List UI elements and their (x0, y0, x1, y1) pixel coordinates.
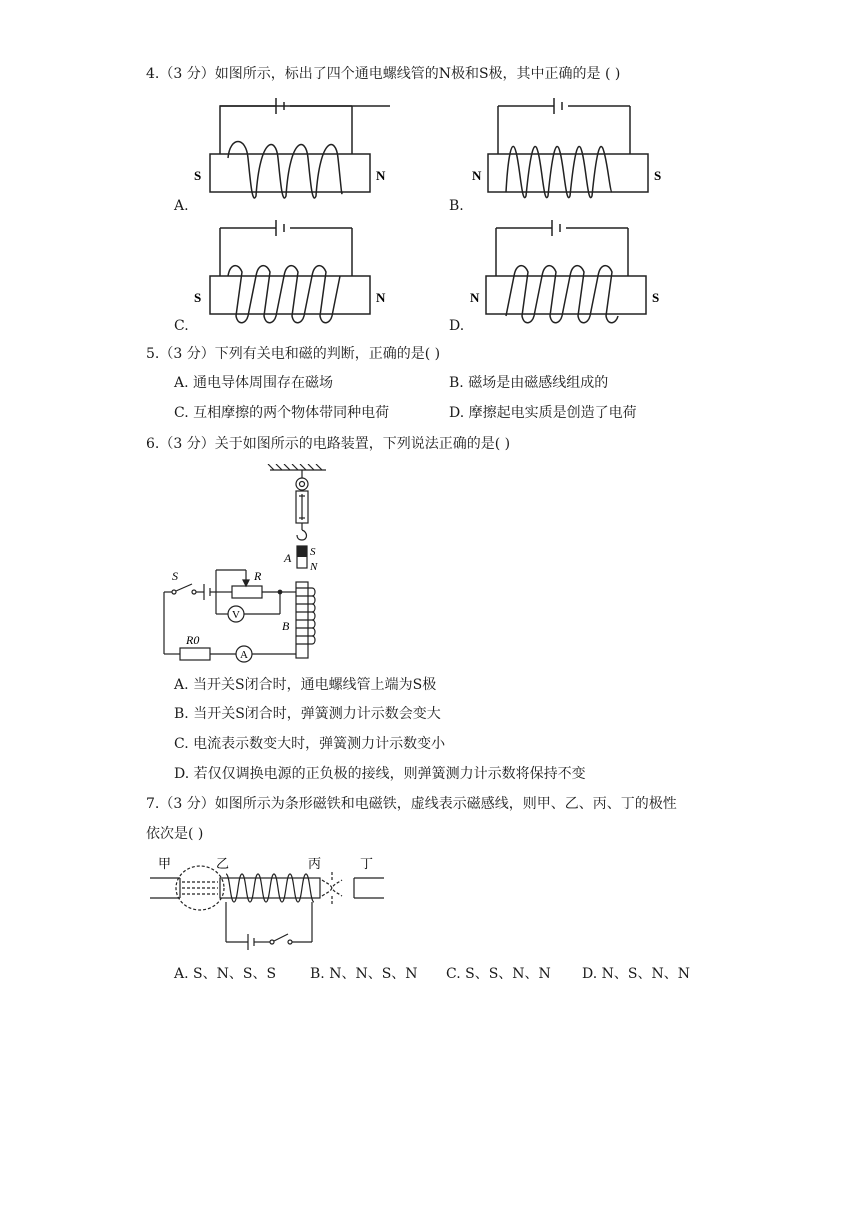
q7-label-yi: 乙 (216, 856, 230, 871)
q7-option-d[interactable]: D. N、S、N、N (582, 966, 690, 982)
q4-d-left-pole: N (470, 290, 480, 305)
q6-option-c[interactable]: C. 电流表示数变大时，弹簧测力计示数变小 (174, 736, 446, 752)
q4-a-right-pole: N (376, 168, 386, 183)
q4-figure-a (190, 96, 390, 216)
q6-label-rheostat: R (254, 569, 262, 583)
q4-d-right-pole: S (652, 290, 660, 305)
q4-figure-d (466, 218, 666, 330)
q7-option-c[interactable]: C. S、S、N、N (446, 966, 551, 982)
q7-label-bing: 丙 (308, 856, 322, 871)
q4-option-b[interactable]: B. (449, 198, 464, 214)
q6-label-r0: R0 (186, 633, 200, 647)
q6-option-d[interactable]: D. 若仅仅调换电源的正负极的接线，则弹簧测力计示数将保持不变 (174, 766, 586, 782)
q6-label-voltmeter: V (232, 609, 240, 621)
q4-option-d[interactable]: D. (449, 318, 465, 334)
q4-b-right-pole: S (654, 168, 662, 183)
q4-c-left-pole: S (194, 290, 202, 305)
q4-option-a[interactable]: A. (174, 198, 189, 214)
q7-option-a[interactable]: A. S、N、S、S (174, 966, 277, 982)
q4-a-left-pole: S (194, 168, 202, 183)
q7-stem-line2: 依次是( ) (146, 826, 204, 842)
q7-label-ding: 丁 (360, 856, 374, 871)
q6-option-b[interactable]: B. 当开关S闭合时，弹簧测力计示数会变大 (174, 706, 441, 722)
q4-c-right-pole: N (376, 290, 386, 305)
q5-option-d[interactable]: D. 摩擦起电实质是创造了电荷 (449, 405, 637, 421)
q7-stem-line1: 7.（3 分）如图所示为条形磁铁和电磁铁，虚线表示磁感线，则甲、乙、丙、丁的极性 (146, 796, 677, 812)
q7-figure-magnets (150, 852, 390, 952)
q4-figure-b (468, 96, 668, 216)
q5-option-b[interactable]: B. 磁场是由磁感线组成的 (449, 375, 609, 391)
q6-label-s-pole: S (310, 546, 316, 558)
q6-label-n-pole: N (310, 561, 318, 573)
q6-label-switch: S (172, 569, 178, 583)
q4-b-left-pole: N (472, 168, 482, 183)
q7-option-b[interactable]: B. N、N、S、N (310, 966, 418, 982)
q6-label-solenoid-b: B (282, 619, 290, 633)
q6-stem: 6.（3 分）关于如图所示的电路装置，下列说法正确的是( ) (146, 436, 511, 452)
q4-stem: 4.（3 分）如图所示，标出了四个通电螺线管的N极和S极，其中正确的是 ( ) (146, 66, 621, 82)
q6-label-magnet-a: A (284, 551, 292, 565)
q5-option-a[interactable]: A. 通电导体周围存在磁场 (174, 375, 334, 391)
q7-label-jia: 甲 (158, 856, 172, 871)
q4-figure-c (190, 218, 390, 330)
q5-stem: 5.（3 分）下列有关电和磁的判断，正确的是( ) (146, 346, 441, 362)
q6-label-ammeter: A (240, 649, 248, 661)
q6-figure-circuit (150, 464, 350, 664)
q6-option-a[interactable]: A. 当开关S闭合时，通电螺线管上端为S极 (174, 677, 437, 693)
q5-option-c[interactable]: C. 互相摩擦的两个物体带同种电荷 (174, 405, 390, 421)
q4-option-c[interactable]: C. (174, 318, 189, 334)
